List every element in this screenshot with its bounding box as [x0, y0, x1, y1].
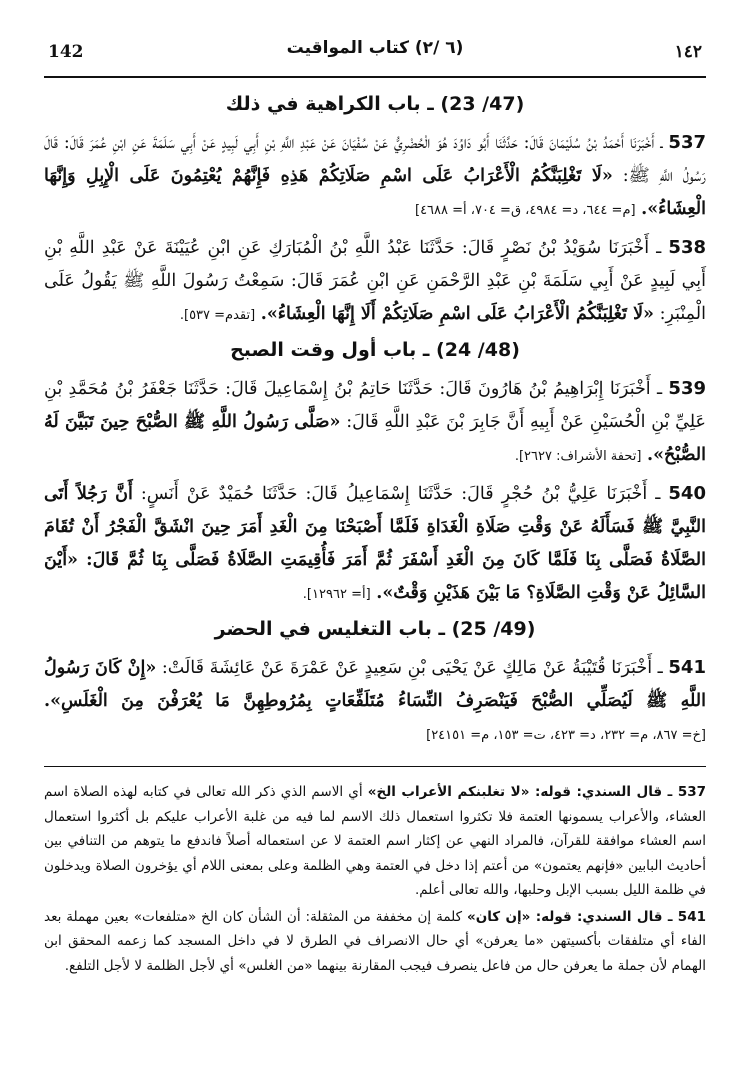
- chapter-heading: (47/ 23) ـ باب الكراهية في ذلك: [225, 93, 525, 115]
- hadith-references: [تحفة الأشراف: ٢٦٢٧].: [514, 449, 642, 464]
- hadith-540: [44, 477, 706, 611]
- hadith-538: [44, 231, 706, 332]
- page-header: [44, 36, 706, 76]
- footnote-lead: 537 ـ قال السندي: قوله: «لا تغلبنكم الأعراب الخ»: [367, 784, 706, 800]
- hadith-matn: «لَا تَغْلِبَنَّكُمُ الْأَعْرَابُ عَلَى اسْمِ صَلَاتِكُمْ أَلَا إِنَّهَا الْعِشَاءُ».: [260, 304, 654, 324]
- chapter-heading: (48/ 24) ـ باب أول وقت الصبح: [230, 339, 520, 361]
- hadith-isnad: ـ أَخْبَرَنَا قُتَيْبَةُ عَنْ مَالِكٍ عَنْ يَحْيَى بْنِ سَعِيدٍ عَنْ عَمْرَةَ عَنْ عَائِشَةَ قَالَتْ:: [161, 658, 663, 678]
- hadith-541: [44, 651, 706, 752]
- chapter-heading: (49/ 25) ـ باب التغليس في الحضر: [214, 618, 536, 640]
- page-number-latin: 142: [48, 42, 84, 62]
- hadith-539: [44, 372, 706, 473]
- header-rule: [44, 76, 706, 78]
- footnotes: [44, 780, 706, 980]
- hadith-isnad: ـ أَخْبَرَنَا عَلِيُّ بْنُ حُجْرٍ قَالَ: حَدَّثَنَا إِسْمَاعِيلُ قَالَ: حَدَّثَنَا حُمَيْدٌ عَنْ أَنَسٍ:: [140, 484, 661, 504]
- hadith-matn: أَنَّ رَجُلاً أَتَى النَّبِيَّ ﷺ فَسَأَلَهُ عَنْ وَقْتِ صَلَاةِ الْغَدَاةِ فَلَمَّا أَصْبَحْنَا مِنَ الْغَدِ أَمَرَ حِينَ انْشَقَّ الْفَجْرُ أَنْ تُقَامَ الصَّلَاةُ فَصَلَّى بِنَا فَلَمَّا كَانَ مِنَ الْغَدِ أَسْفَرَ ثُمَّ أَمَرَ فَأُقِيمَتِ الصَّلَاةُ فَصَلَّى بِنَا ثُمَّ قَالَ: «أَيْنَ السَّائِلُ عَنْ وَقْتِ الصَّلَاةِ؟ مَا بَيْنَ هَذَيْنِ وَقْتٌ».: [44, 484, 706, 603]
- hadith-references: [خ= ٨٦٧، م= ٢٣٢، د= ٤٢٣، ت= ١٥٣، م= ٢٤١٥١]: [426, 728, 706, 743]
- footnote-text: كلمة إن مخففة من المثقلة: أن الشأن كان الخ «متلفعات» بعين مهملة بعد الفاء أي متلفقات بأكسيتهن «ما يعرفن» أي حال الانصراف في الطرق لا في داخل المسجد كما زعمه المحقق ابن الهمام لأن جملة ما يعرفن حال من فاعل ينصرف فيجب المقارنة بينهما «من الغلس» أي لأجل الظلمة لا لأجل التلفع.: [44, 908, 706, 974]
- hadith-matn: «لَا تَغْلِبَنَّكُمُ الْأَعْرَابُ عَلَى اسْمِ صَلَاتِكُمْ هَذِهِ فَإِنَّهُمْ يُعْتِمُونَ عَلَى الْإِبِلِ وَإِنَّهَا الْعِشَاءُ».: [44, 166, 706, 219]
- running-title: (٦ /٢) كتاب المواقيت: [286, 38, 464, 58]
- hadith-number: 541: [668, 657, 706, 678]
- hadith-isnad: ـ أَخْبَرَنَا سُوَيْدُ بْنُ نَصْرٍ قَالَ: حَدَّثَنَا عَبْدُ اللَّهِ بْنُ الْمُبَارَكِ عَنِ ابْنِ عُيَيْنَةَ عَنْ عَبْدِ اللَّهِ بْنِ أَبِي لَبِيدٍ عَنْ أَبِي سَلَمَةَ بْنِ عَبْدِ الرَّحْمَنِ عَنِ ابْنِ عُمَرَ قَالَ: سَمِعْتُ رَسُولَ اللَّهِ ﷺ يَقُولُ عَلَى الْمِنْبَرِ:: [44, 238, 706, 324]
- footnote-537: [44, 780, 706, 903]
- hadith-number: 540: [668, 483, 706, 504]
- hadith-537: [44, 126, 706, 227]
- hadith-number: 539: [668, 378, 706, 399]
- main-text: [44, 88, 706, 756]
- hadith-isnad: ـ أَخْبَرَنَا أَحْمَدُ بْنُ سُلَيْمَانَ قَالَ: حَدَّثَنَا أَبُو دَاوُدَ هُوَ الْحُضْرِيُّ عَنْ سُفْيَانَ عَنْ عَبْدِ اللَّهِ بْنِ أَبِي لَبِيدٍ عَنْ أَبِي سَلَمَةَ عَنِ ابْنِ عُمَرَ قَالَ: قَالَ رَسُولُ اللَّهِ ﷺ:: [44, 133, 706, 186]
- hadith-number: 537: [668, 132, 706, 153]
- hadith-references: [تقدم= ٥٣٧].: [179, 308, 256, 323]
- footnote-separator: [44, 766, 706, 767]
- footnote-text: أي الاسم الذي ذكر الله تعالى في كتابه لهذه الصلاة اسم العشاء، والأعراب يسمونها العتمة فلا تكثروا استعمال ذلك الاسم لما فيه من غلبة الأعراب عليكم بل أكثروا استعمال اسم العشاء موافقة للقرآن، فالمراد النهي عن إكثار اسم العتمة لا عن استعماله أصلاً فاندفع ما يتوهم من التنافي بين أحاديث البابين «فإنهم يعتمون» من أعتم إذا دخل في العتمة وهي الظلمة وعلى بمعنى اللام أي يؤخرون الصلاة ويدخلون في ظلمة الليل بسبب الإبل وحلبها، والله تعالى أعلم.: [44, 784, 706, 898]
- hadith-references: [م= ٦٤٤، د= ٤٩٨٤، ق= ٧٠٤، أ= ٤٦٨٨]: [414, 203, 636, 218]
- hadith-matn: «صَلَّى رَسُولُ اللَّهِ ﷺ الصُّبْحَ حِينَ تَبَيَّنَ لَهُ الصُّبْحُ».: [44, 412, 706, 465]
- page-number-arabic: ١٤٢: [674, 42, 702, 62]
- footnote-541: [44, 905, 706, 979]
- hadith-references: [أ= ١٢٩٦٢].: [302, 587, 371, 602]
- hadith-isnad: ـ أَخْبَرَنَا إِبْرَاهِيمُ بْنُ هَارُونَ قَالَ: حَدَّثَنَا حَاتِمُ بْنُ إِسْمَاعِيلَ قَالَ: حَدَّثَنَا جَعْفَرُ بْنُ مُحَمَّدِ بْنِ عَلِيِّ بْنِ الْحُسَيْنِ عَنْ أَبِيهِ أَنَّ جَابِرَ بْنَ عَبْدِ اللَّهِ قَالَ:: [44, 379, 706, 432]
- footnote-lead: 541 ـ قال السندي: قوله: «إن كان»: [466, 908, 706, 925]
- hadith-matn: «إِنْ كَانَ رَسُولُ اللَّهِ ﷺ لَيُصَلِّي الصُّبْحَ فَيَنْصَرِفُ النِّسَاءُ مُتَلَفِّعَاتٍ بِمُرُوطِهِنَّ مَا يُعْرَفْنَ مِنَ الْغَلَسِ».: [44, 658, 706, 711]
- hadith-number: 538: [668, 237, 706, 258]
